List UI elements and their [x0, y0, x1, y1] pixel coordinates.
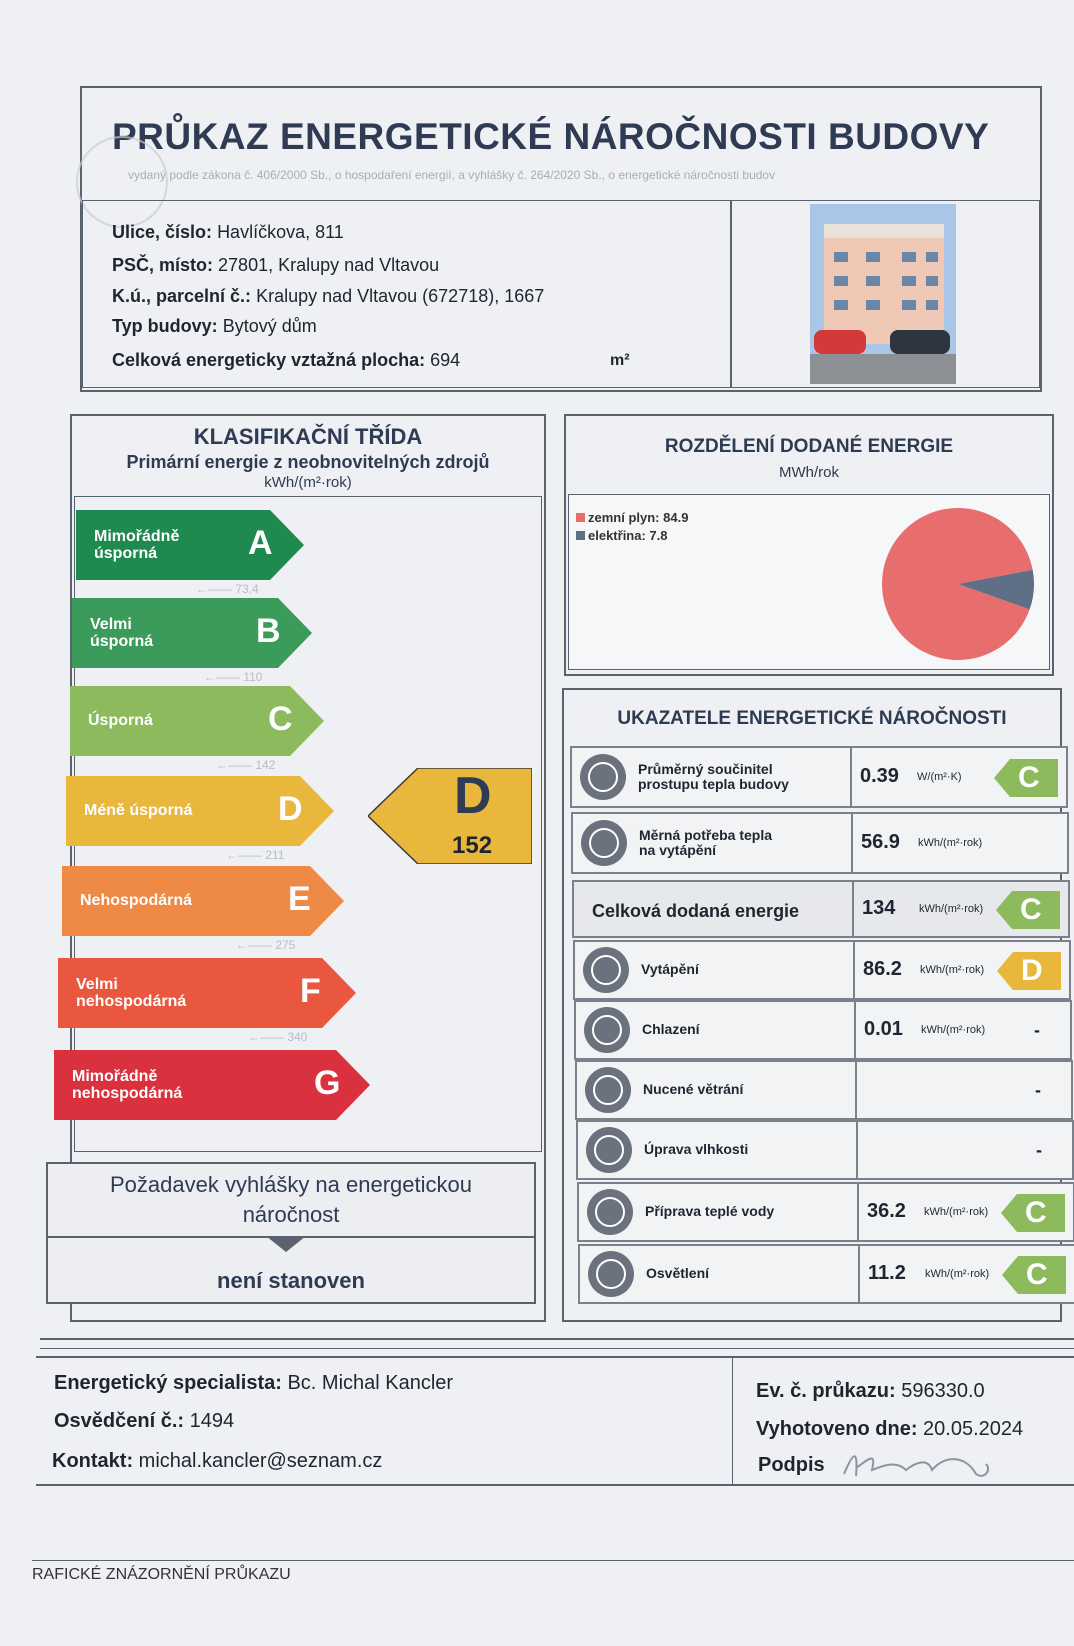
- energy-class-band-f: [58, 958, 356, 1028]
- indicator-unit: kWh/(m²·rok): [925, 1268, 990, 1280]
- section-divider-2: [40, 1348, 1074, 1349]
- requirement-pointer: [266, 1236, 306, 1252]
- distribution-title: ROZDĚLENÍ DODANÉ ENERGIE: [664, 436, 954, 457]
- indicators-title: UKAZATELE ENERGETICKÉ NÁROČNOSTI: [617, 708, 1007, 729]
- indicator-label: Příprava teplé vody: [645, 1203, 775, 1219]
- indicator-row: [571, 812, 1069, 874]
- indicator-label: Celková dodaná energie: [592, 901, 800, 921]
- specialist-row: Energetický specialista: Bc. Michal Kancler: [54, 1372, 454, 1394]
- indicator-separator: [851, 814, 853, 872]
- indicator-row: [577, 1182, 1074, 1242]
- indicator-value: 11.2: [868, 1262, 906, 1284]
- parcel-row: K.ú., parcelní č.: Kralupy nad Vltavou (672718), 1667: [112, 286, 545, 306]
- indicator-row: [574, 1000, 1072, 1060]
- indicator-unit: kWh/(m²·rok): [921, 1024, 986, 1036]
- page-title: PRŮKAZ ENERGETICKÉ NÁROČNOSTI BUDOVY: [112, 116, 990, 157]
- band-label: Úsporná: [88, 712, 153, 729]
- signature-label: Podpis: [758, 1454, 825, 1476]
- evidence-number-row: Ev. č. průkazu: 596330.0: [756, 1380, 985, 1402]
- indicator-separator: [858, 1246, 860, 1302]
- indicator-label: Úprava vlhkosti: [644, 1141, 749, 1157]
- energy-class-band-d: [66, 776, 334, 846]
- indicator-unit: kWh/(m²·rok): [918, 837, 983, 849]
- heat-waves-icon: [581, 820, 627, 866]
- band-threshold: ←—— 275: [236, 938, 296, 952]
- distribution-unit: MWh/rok: [779, 464, 839, 481]
- indicator-value: 36.2: [867, 1200, 906, 1222]
- indicator-separator: [857, 1184, 859, 1240]
- band-threshold: ←—— 142: [216, 758, 276, 772]
- band-threshold: ←—— 211: [226, 848, 285, 862]
- band-label: Velmi nehospodárná: [76, 976, 187, 1010]
- indicator-value: 0.39: [860, 765, 899, 787]
- indicator-unit: kWh/(m²·rok): [920, 964, 985, 976]
- house-icon: [580, 754, 626, 800]
- requirement-title-2: náročnost: [242, 1202, 340, 1227]
- thermometer-plus-icon: [583, 947, 629, 993]
- indicator-label: Průměrný součinitel prostupu tepla budovy: [638, 761, 789, 792]
- indicator-value: 86.2: [863, 958, 902, 980]
- certificate-row: Osvědčení č.: 1494: [54, 1410, 235, 1432]
- indicator-value: 134: [862, 897, 896, 919]
- indicator-separator: [853, 942, 855, 998]
- indicator-row: [578, 1244, 1074, 1304]
- psc-row: PSČ, místo: 27801, Kralupy nad Vltavou: [112, 255, 440, 275]
- band-label: Nehospodárná: [80, 892, 193, 909]
- indicator-row: [575, 1060, 1073, 1120]
- building-photo: [810, 204, 956, 384]
- indicator-row: [576, 1120, 1074, 1180]
- bottom-divider: [32, 1560, 1074, 1561]
- rating-letter: D: [454, 767, 492, 825]
- thermometer-minus-icon: [584, 1007, 630, 1053]
- band-threshold: ←—— 110: [204, 670, 263, 684]
- rating-value: 152: [452, 832, 493, 859]
- legend-gas: zemní plyn: 84.9: [576, 510, 688, 525]
- indicator-class-badge: D: [997, 952, 1061, 990]
- band-threshold: ←—— 73.4: [196, 582, 259, 596]
- indicator-class-badge: C: [1002, 1256, 1066, 1294]
- section-divider: [40, 1338, 1074, 1340]
- band-letter: G: [314, 1064, 341, 1102]
- indicator-class-badge: C: [1001, 1194, 1065, 1232]
- indicator-label: Osvětlení: [646, 1265, 710, 1281]
- band-label: Mimořádně úsporná: [94, 528, 180, 562]
- indicator-separator: [856, 1122, 858, 1178]
- contact-row: Kontakt: michal.kancler@seznam.cz: [52, 1450, 383, 1472]
- indicator-separator: [852, 882, 854, 936]
- classification-unit: kWh/(m²·rok): [264, 474, 352, 491]
- indicator-label: Měrná potřeba tepla na vytápění: [639, 827, 773, 858]
- light-bulb-icon: [588, 1251, 634, 1297]
- issue-date-row: Vyhotoveno dne: 20.05.2024: [756, 1418, 1024, 1440]
- indicator-label: Chlazení: [642, 1021, 700, 1037]
- indicator-row: [570, 746, 1068, 808]
- band-threshold: ←—— 340: [248, 1030, 308, 1044]
- indicator-label: Vytápění: [641, 961, 699, 977]
- indicator-class-none: -: [1036, 1140, 1042, 1160]
- band-letter: A: [248, 524, 273, 562]
- area-row: Celková energeticky vztažná plocha: 694: [112, 350, 461, 370]
- indicator-unit: kWh/(m²·rok): [924, 1206, 989, 1218]
- bottom-caption: RAFICKÉ ZNÁZORNĚNÍ PRŮKAZU: [32, 1566, 291, 1583]
- band-label: Mimořádně nehospodárná: [72, 1068, 183, 1102]
- requirement-value: není stanoven: [217, 1268, 365, 1293]
- band-letter: D: [278, 790, 303, 828]
- indicator-class-none: -: [1035, 1080, 1041, 1100]
- page-subtitle: vydaný podle zákona č. 406/2000 Sb., o hospodaření energií, a vyhlášky č. 264/2020 Sb., o energetické náročnosti budov: [128, 168, 776, 182]
- band-label: Velmi úsporná: [90, 616, 154, 650]
- requirement-title-1: Požadavek vyhlášky na energetickou: [110, 1172, 472, 1197]
- indicator-row: [572, 880, 1070, 938]
- band-letter: C: [268, 700, 293, 738]
- energy-class-band-b: [72, 598, 312, 668]
- classification-subtitle: Primární energie z neobnovitelných zdrojů: [126, 452, 490, 472]
- energy-class-band-a: [76, 510, 304, 580]
- energy-pie-chart: [878, 504, 1038, 664]
- indicator-separator: [855, 1062, 857, 1118]
- indicator-unit: kWh/(m²·rok): [919, 903, 984, 915]
- indicator-class-badge: C: [994, 759, 1058, 797]
- fan-icon: [585, 1067, 631, 1113]
- band-letter: B: [256, 612, 281, 650]
- rating-arrow: [368, 768, 532, 864]
- street-row: Ulice, číslo: Havlíčkova, 811: [112, 222, 344, 242]
- energy-class-band-e: [62, 866, 344, 936]
- band-letter: E: [288, 880, 311, 918]
- humidity-icon: [586, 1127, 632, 1173]
- handwritten-signature: [836, 1440, 996, 1490]
- building-type-row: Typ budovy: Bytový dům: [112, 316, 317, 336]
- faucet-icon: [587, 1189, 633, 1235]
- classification-title: KLASIFIKAČNÍ TŘÍDA: [193, 424, 423, 449]
- indicator-value: 0.01: [864, 1018, 903, 1040]
- band-letter: F: [300, 972, 321, 1010]
- indicator-class-badge: C: [996, 891, 1060, 929]
- indicator-class-none: -: [1034, 1020, 1040, 1040]
- indicator-separator: [850, 748, 852, 806]
- footer-vertical-divider: [732, 1356, 733, 1486]
- indicator-label: Nucené větrání: [643, 1081, 744, 1097]
- area-unit: m²: [610, 352, 630, 369]
- energy-class-band-c: [70, 686, 324, 756]
- indicator-value: 56.9: [861, 831, 900, 853]
- band-label: Méně úsporná: [84, 802, 193, 819]
- indicator-separator: [854, 1002, 856, 1058]
- indicator-unit: W/(m²·K): [917, 771, 962, 783]
- energy-class-band-g: [54, 1050, 370, 1120]
- indicator-row: [573, 940, 1071, 1000]
- legend-electricity: elektřina: 7.8: [576, 528, 668, 543]
